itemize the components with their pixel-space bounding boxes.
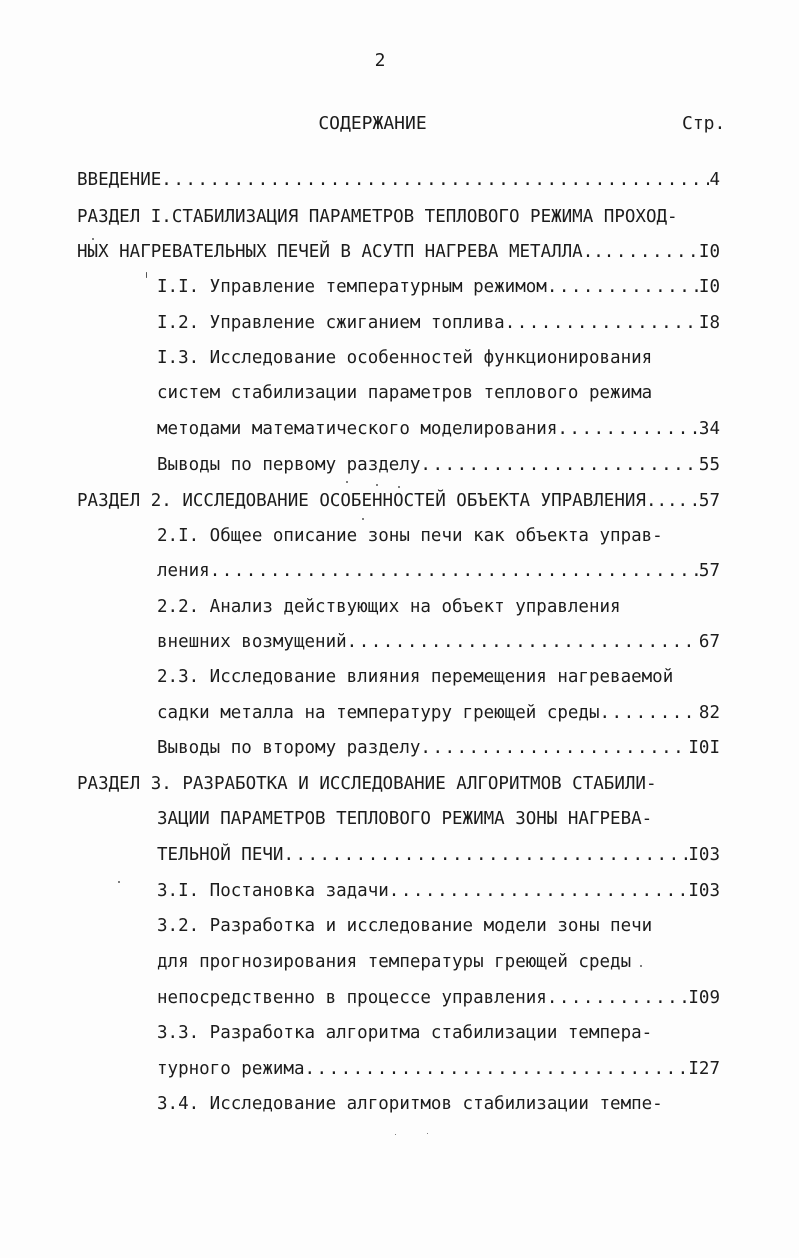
toc-page-number: I0 — [698, 277, 720, 297]
dot-leader — [347, 629, 699, 655]
toc-line — [157, 878, 720, 904]
toc-line — [157, 594, 621, 620]
toc-line — [157, 985, 720, 1011]
dot-leader — [547, 985, 689, 1011]
scan-speck — [118, 881, 120, 883]
toc-line — [157, 949, 631, 975]
toc-page-number: I8 — [698, 313, 720, 333]
toc-line — [157, 806, 652, 832]
toc-entry-text: 3.2. Разработка и исследование модели зоны печи — [157, 916, 653, 936]
dot-leader — [420, 735, 688, 761]
toc-page-number: I09 — [688, 988, 720, 1008]
toc-page-number: I0I — [688, 738, 720, 758]
toc-line — [77, 204, 678, 230]
scan-speck — [398, 486, 400, 488]
scan-speck — [92, 238, 94, 240]
toc-entry-text: I.I. Управление температурным режимом — [157, 277, 547, 297]
toc-line — [157, 842, 720, 868]
page-column-label: Стр. — [682, 113, 726, 134]
toc-page-number: I27 — [688, 1059, 720, 1079]
toc-entry-text: методами математического моделирования — [157, 419, 558, 439]
toc-line — [157, 913, 652, 939]
toc-entry-text: турного режима — [157, 1059, 305, 1079]
toc-entry-text: РАЗДЕЛ 2. ИССЛЕДОВАНИЕ ОСОБЕННОСТЕЙ ОБЪЕКТА УПРАВЛЕНИЯ... — [77, 491, 678, 511]
toc-line — [157, 700, 720, 726]
toc-line — [157, 380, 652, 406]
toc-entry-text: непосредственно в процессе управления — [157, 988, 547, 1008]
toc-line — [157, 629, 720, 655]
dot-leader — [557, 416, 699, 442]
toc-entry-text: для прогнозирования температуры греющей среды — [157, 952, 632, 972]
toc-entry-text: 3.4. Исследование алгоритмов стабилизации темпе- — [157, 1094, 663, 1114]
dot-leader — [420, 452, 699, 478]
toc-entry-text: Выводы по второму разделу — [157, 738, 421, 758]
toc-entry-text: ления — [157, 561, 210, 581]
toc-entry-text: 3.I. Постановка задачи — [157, 881, 389, 901]
toc-line — [157, 1091, 663, 1117]
toc-line — [77, 488, 720, 514]
scan-speck — [640, 965, 642, 967]
toc-entry-text: ЗАЦИИ ПАРАМЕТРОВ ТЕПЛОВОГО РЕЖИМА ЗОНЫ НАГРЕВА- — [157, 809, 653, 829]
scan-speck — [362, 518, 364, 520]
toc-page-number: I0 — [698, 242, 720, 262]
dot-leader — [305, 1056, 689, 1082]
dot-leader — [678, 488, 699, 514]
toc-line — [157, 735, 720, 761]
toc-entry-text: 2.2. Анализ действующих на объект управления — [157, 597, 621, 617]
toc-entry-text: НЫХ НАГРЕВАТЕЛЬНЫХ ПЕЧЕЙ В АСУТП НАГРЕВА МЕТАЛЛА.. — [77, 242, 604, 262]
toc-entry-text: I.2. Управление сжиганием топлива — [157, 313, 505, 333]
toc-title: СОДЕРЖАНИЕ — [318, 113, 427, 134]
toc-entry-text: РАЗДЕЛ I.СТАБИЛИЗАЦИЯ ПАРАМЕТРОВ ТЕПЛОВОГО РЕЖИМА ПРОХОД- — [77, 207, 678, 227]
toc-entry-text: 2.3. Исследование влияния перемещения нагреваемой — [157, 667, 674, 687]
toc-page-number: 82 — [698, 703, 720, 723]
toc-page-number: 4 — [709, 170, 720, 190]
toc-entry-text: 3.3. Разработка алгоритма стабилизации темпера- — [157, 1023, 653, 1043]
dot-leader — [604, 239, 699, 265]
toc-page-number: 57 — [698, 561, 720, 581]
toc-line — [157, 416, 720, 442]
toc-line — [157, 310, 720, 336]
toc-entry-text: внешних возмущений — [157, 632, 347, 652]
toc-entry-text: садки металла на температуру греющей среды — [157, 703, 600, 723]
toc-line — [157, 1020, 652, 1046]
toc-entry-text: ВВЕДЕНИЕ — [77, 170, 162, 190]
toc-page-number: I03 — [688, 845, 720, 865]
toc-line — [157, 274, 720, 300]
toc-line — [77, 239, 720, 265]
dot-leader — [547, 274, 699, 300]
toc-page-number: 67 — [698, 632, 720, 652]
toc-page-number: 55 — [698, 455, 720, 475]
toc-entry-text: РАЗДЕЛ 3. РАЗРАБОТКА И ИССЛЕДОВАНИЕ АЛГОРИТМОВ СТАБИЛИ- — [77, 774, 657, 794]
toc-page-number: 34 — [698, 419, 720, 439]
dot-leader — [505, 310, 699, 336]
dot-leader — [600, 700, 699, 726]
toc-entry-text: Выводы по первому разделу — [157, 455, 421, 475]
toc-line — [157, 1056, 720, 1082]
toc-line — [77, 167, 720, 193]
toc-line — [77, 771, 656, 797]
toc-entry-text: 2.I. Общее описание зоны печи как объекта управ- — [157, 526, 663, 546]
page-number: 2 — [374, 50, 386, 71]
scan-speck — [395, 1134, 396, 1135]
scan-speck — [346, 481, 348, 483]
toc-entry-text: систем стабилизации параметров теплового режима — [157, 383, 653, 403]
toc-line — [157, 664, 673, 690]
toc-line — [157, 558, 720, 584]
toc-line — [157, 523, 663, 549]
toc-entry-text: ТЕЛЬНОЙ ПЕЧИ — [157, 845, 284, 865]
toc-entry-text: I.3. Исследование особенностей функционирования — [157, 348, 653, 368]
toc-line — [157, 345, 652, 371]
dot-leader — [161, 167, 709, 193]
toc-page-number: I03 — [688, 881, 720, 901]
dot-leader — [389, 878, 689, 904]
toc-page-number: 57 — [698, 491, 720, 511]
dot-leader — [210, 558, 699, 584]
dot-leader — [283, 842, 688, 868]
scan-speck — [376, 484, 378, 486]
scan-speck — [427, 1133, 428, 1134]
scan-speck — [146, 272, 147, 278]
toc-line — [157, 452, 720, 478]
